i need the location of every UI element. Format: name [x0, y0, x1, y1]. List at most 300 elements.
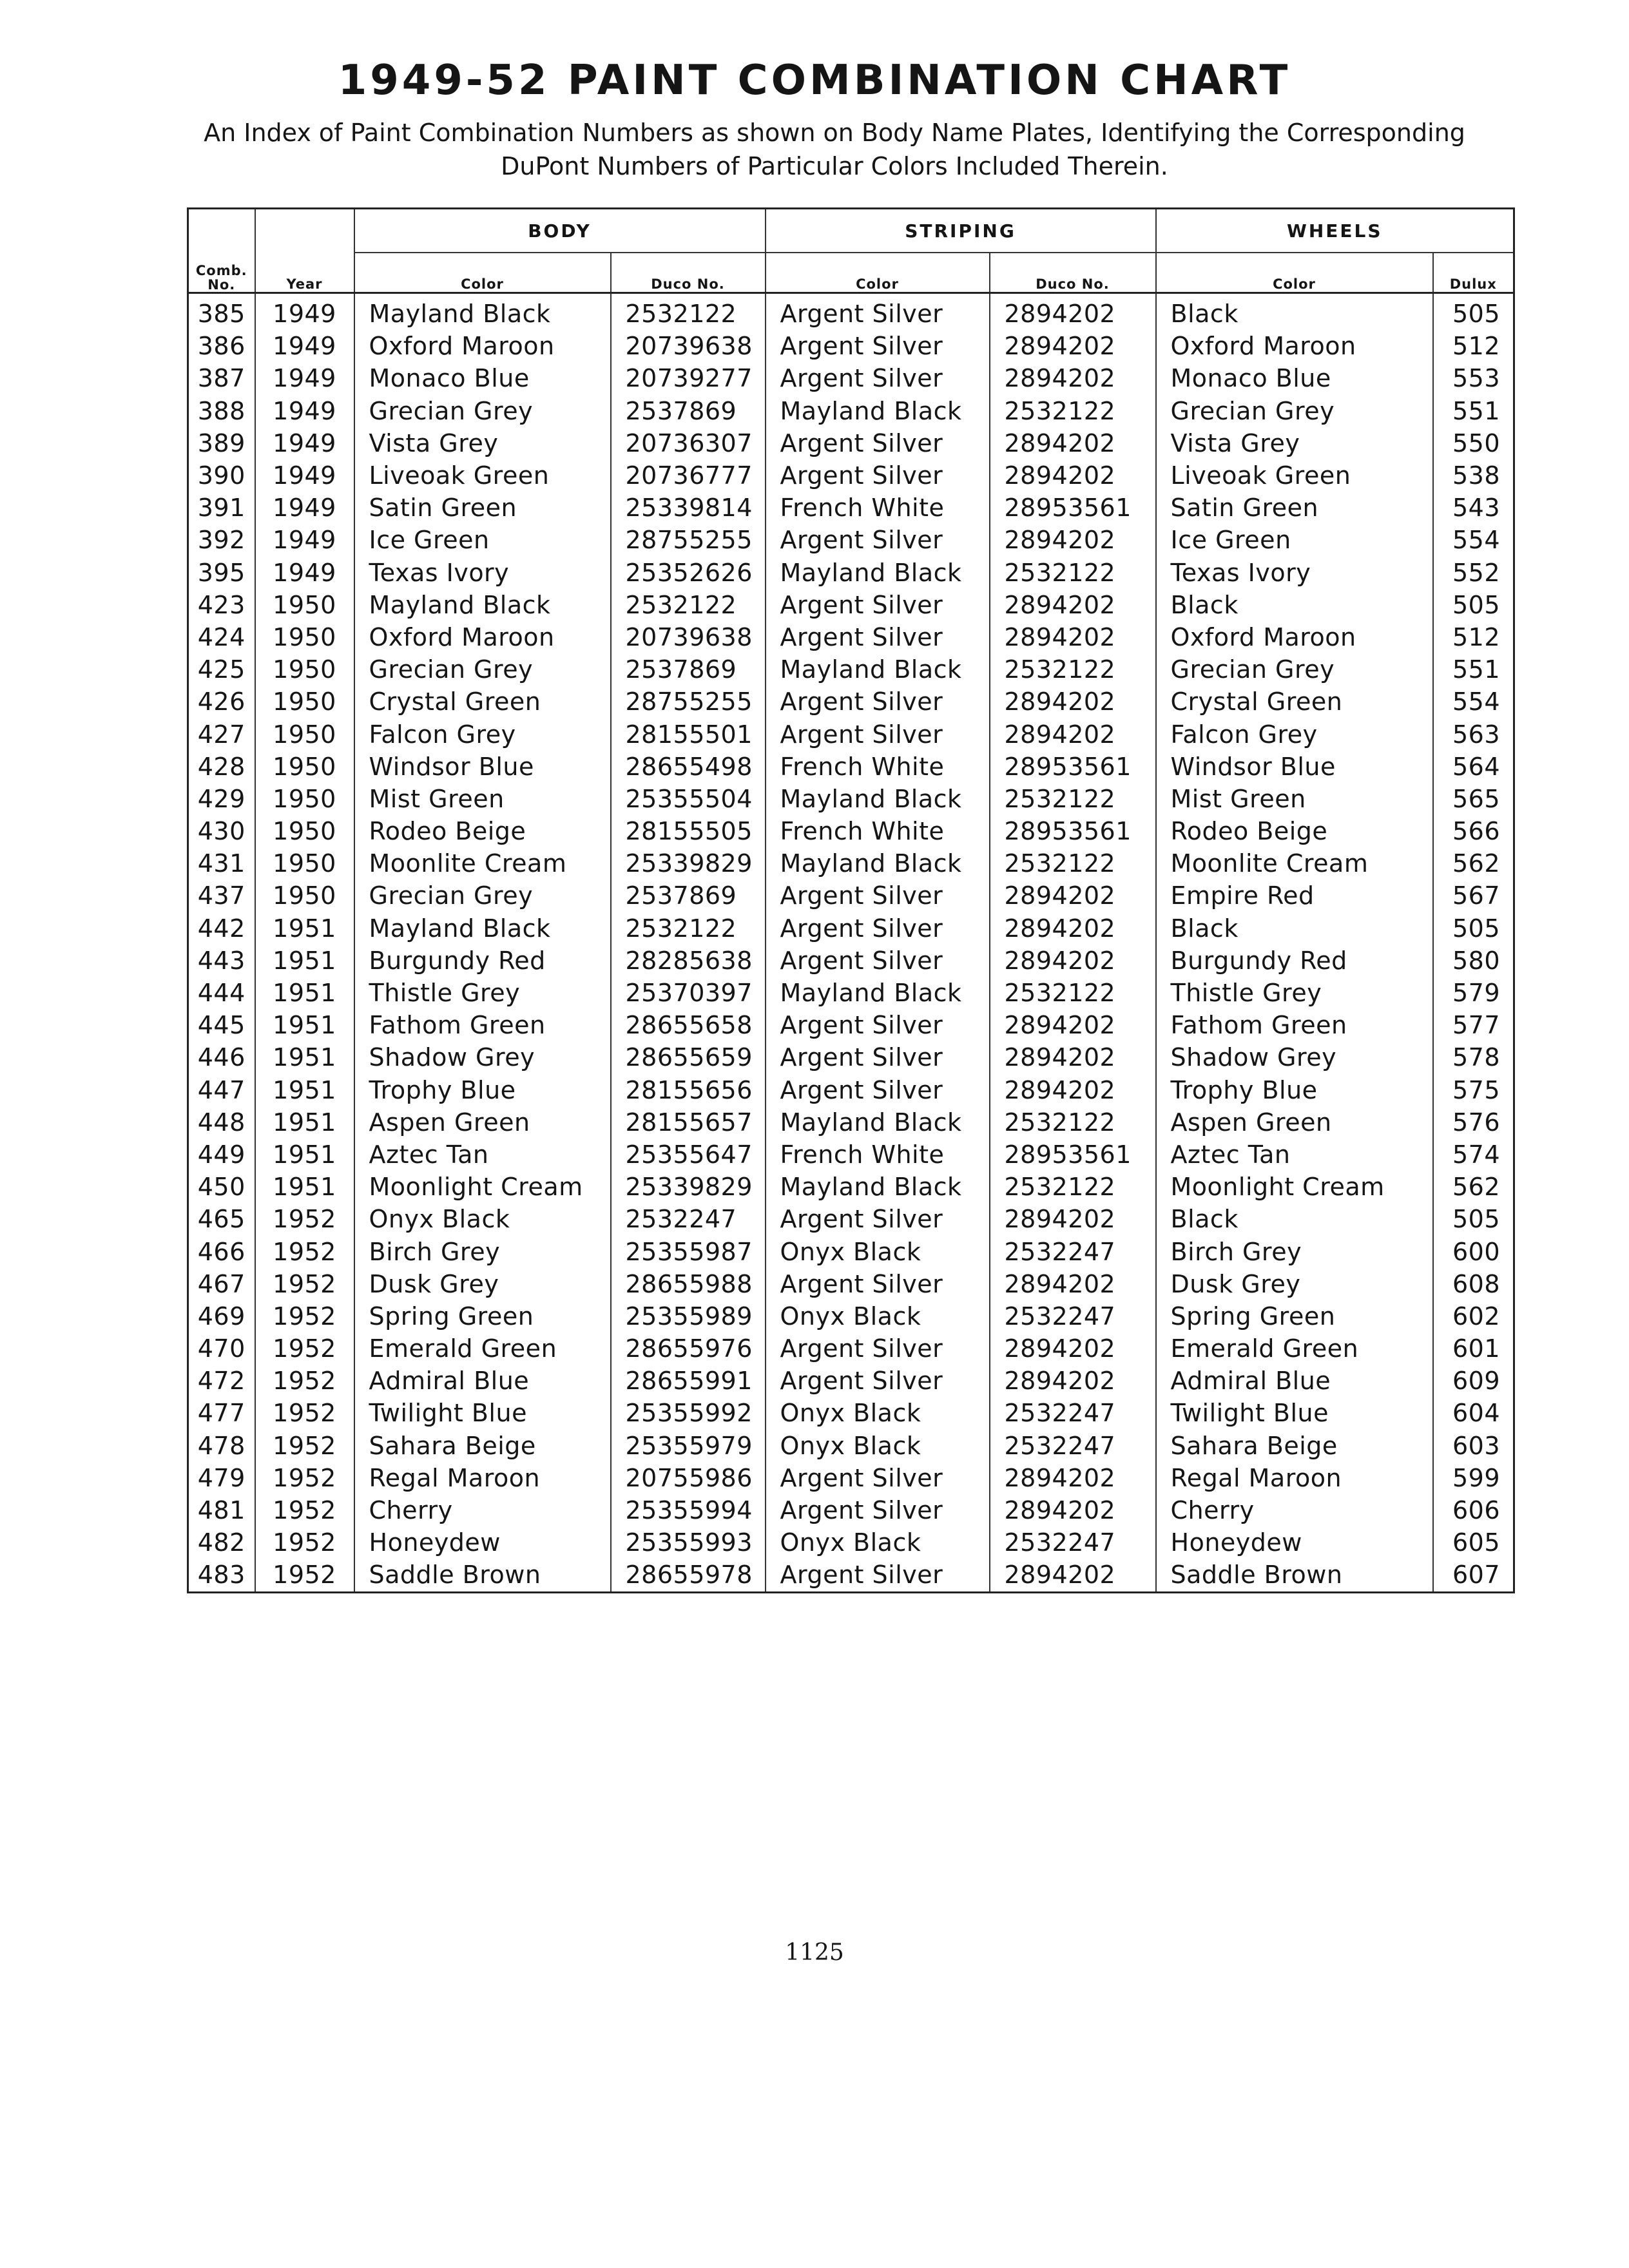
cell-stripe-duco: 2894202 — [990, 621, 1156, 653]
cell-stripe-duco: 2894202 — [990, 524, 1156, 556]
cell-stripe-duco: 2894202 — [990, 1365, 1156, 1397]
cell-wheel-color: Oxford Maroon — [1156, 330, 1433, 362]
cell-body-duco: 25352626 — [611, 557, 766, 589]
table-row — [188, 815, 1514, 847]
cell-body-color: Falcon Grey — [354, 718, 611, 750]
cell-comb-no: 465 — [188, 1203, 255, 1235]
cell-body-duco: 28655988 — [611, 1268, 766, 1300]
cell-year: 1951 — [255, 977, 354, 1009]
cell-wheel-dulux: 512 — [1433, 621, 1514, 653]
cell-wheel-dulux: 606 — [1433, 1494, 1514, 1526]
cell-body-duco: 25339829 — [611, 847, 766, 879]
cell-stripe-duco: 2894202 — [990, 879, 1156, 912]
cell-wheel-dulux: 565 — [1433, 783, 1514, 815]
cell-stripe-duco: 2532247 — [990, 1526, 1156, 1559]
cell-wheel-color: Cherry — [1156, 1494, 1433, 1526]
cell-stripe-color: French White — [766, 751, 990, 783]
cell-year: 1952 — [255, 1203, 354, 1235]
cell-body-color: Aspen Green — [354, 1106, 611, 1139]
cell-comb-no: 437 — [188, 879, 255, 912]
cell-stripe-color: Onyx Black — [766, 1430, 990, 1462]
cell-wheel-dulux: 554 — [1433, 686, 1514, 718]
cell-wheel-color: Moonlite Cream — [1156, 847, 1433, 879]
table-row — [188, 1203, 1514, 1235]
cell-stripe-color: Mayland Black — [766, 1171, 990, 1203]
cell-stripe-duco: 2894202 — [990, 1494, 1156, 1526]
cell-body-duco: 28155505 — [611, 815, 766, 847]
cell-body-color: Monaco Blue — [354, 362, 611, 394]
cell-stripe-duco: 2894202 — [990, 293, 1156, 331]
cell-comb-no: 388 — [188, 395, 255, 427]
cell-stripe-color: Mayland Black — [766, 783, 990, 815]
cell-wheel-dulux: 538 — [1433, 459, 1514, 492]
cell-comb-no: 387 — [188, 362, 255, 394]
cell-body-duco: 25355504 — [611, 783, 766, 815]
cell-body-color: Shadow Grey — [354, 1041, 611, 1073]
cell-body-color: Oxford Maroon — [354, 330, 611, 362]
cell-stripe-duco: 28953561 — [990, 751, 1156, 783]
cell-wheel-color: Fathom Green — [1156, 1009, 1433, 1041]
cell-year: 1951 — [255, 1106, 354, 1139]
cell-comb-no: 448 — [188, 1106, 255, 1139]
cell-body-color: Cherry — [354, 1494, 611, 1526]
column-header-row — [188, 253, 1514, 293]
cell-wheel-dulux: 605 — [1433, 1526, 1514, 1559]
table-row — [188, 686, 1514, 718]
cell-wheel-dulux: 567 — [1433, 879, 1514, 912]
cell-wheel-color: Texas Ivory — [1156, 557, 1433, 589]
cell-stripe-duco: 2894202 — [990, 330, 1156, 362]
column-header-stripe-color: Color — [766, 253, 990, 293]
cell-body-color: Mayland Black — [354, 589, 611, 621]
cell-year: 1952 — [255, 1526, 354, 1559]
cell-year: 1950 — [255, 815, 354, 847]
cell-body-color: Grecian Grey — [354, 653, 611, 686]
group-header-row — [188, 209, 1514, 253]
cell-comb-no: 430 — [188, 815, 255, 847]
cell-year: 1949 — [255, 524, 354, 556]
cell-year: 1951 — [255, 912, 354, 945]
table-row — [188, 395, 1514, 427]
cell-body-color: Moonlight Cream — [354, 1171, 611, 1203]
cell-stripe-duco: 2894202 — [990, 1559, 1156, 1592]
cell-wheel-dulux: 566 — [1433, 815, 1514, 847]
cell-stripe-duco: 2532122 — [990, 1171, 1156, 1203]
cell-body-duco: 28655976 — [611, 1332, 766, 1365]
cell-wheel-color: Black — [1156, 1203, 1433, 1235]
chart-subtitle — [193, 116, 1476, 183]
cell-body-color: Burgundy Red — [354, 945, 611, 977]
cell-body-duco: 20736777 — [611, 459, 766, 492]
cell-comb-no: 446 — [188, 1041, 255, 1073]
cell-body-color: Thistle Grey — [354, 977, 611, 1009]
cell-stripe-color: Argent Silver — [766, 524, 990, 556]
cell-body-duco: 28655978 — [611, 1559, 766, 1592]
cell-wheel-color: Satin Green — [1156, 492, 1433, 524]
table-row — [188, 1009, 1514, 1041]
cell-wheel-color: Ice Green — [1156, 524, 1433, 556]
column-header-comb-line2: No. — [207, 277, 236, 293]
cell-stripe-color: Argent Silver — [766, 362, 990, 394]
cell-stripe-duco: 28953561 — [990, 492, 1156, 524]
cell-wheel-dulux: 574 — [1433, 1139, 1514, 1171]
table-row — [188, 492, 1514, 524]
cell-stripe-color: Mayland Black — [766, 847, 990, 879]
cell-stripe-color: Argent Silver — [766, 1559, 990, 1592]
cell-year: 1952 — [255, 1332, 354, 1365]
cell-wheel-dulux: 600 — [1433, 1235, 1514, 1267]
cell-comb-no: 470 — [188, 1332, 255, 1365]
cell-wheel-dulux: 505 — [1433, 293, 1514, 331]
paint-combination-table — [187, 207, 1515, 1593]
cell-year: 1949 — [255, 459, 354, 492]
cell-wheel-dulux: 580 — [1433, 945, 1514, 977]
cell-stripe-duco: 2894202 — [990, 1462, 1156, 1494]
cell-body-duco: 2532247 — [611, 1203, 766, 1235]
column-header-wheel-color: Color — [1156, 253, 1433, 293]
table-row — [188, 1332, 1514, 1365]
cell-stripe-duco: 2894202 — [990, 945, 1156, 977]
cell-wheel-color: Crystal Green — [1156, 686, 1433, 718]
cell-stripe-color: Argent Silver — [766, 459, 990, 492]
cell-comb-no: 482 — [188, 1526, 255, 1559]
cell-comb-no: 392 — [188, 524, 255, 556]
table-row — [188, 751, 1514, 783]
cell-wheel-color: Windsor Blue — [1156, 751, 1433, 783]
table-row — [188, 1268, 1514, 1300]
cell-year: 1952 — [255, 1365, 354, 1397]
cell-comb-no: 481 — [188, 1494, 255, 1526]
cell-body-color: Mayland Black — [354, 293, 611, 331]
cell-body-duco: 28655991 — [611, 1365, 766, 1397]
cell-body-duco: 28655498 — [611, 751, 766, 783]
table-row — [188, 847, 1514, 879]
cell-stripe-duco: 2894202 — [990, 362, 1156, 394]
cell-stripe-color: Argent Silver — [766, 686, 990, 718]
cell-wheel-dulux: 564 — [1433, 751, 1514, 783]
cell-body-duco: 20755986 — [611, 1462, 766, 1494]
cell-wheel-dulux: 603 — [1433, 1430, 1514, 1462]
column-header-year: Year — [255, 253, 354, 293]
cell-comb-no: 426 — [188, 686, 255, 718]
cell-stripe-duco: 2894202 — [990, 1268, 1156, 1300]
cell-wheel-dulux: 602 — [1433, 1300, 1514, 1332]
cell-wheel-dulux: 505 — [1433, 912, 1514, 945]
column-header-comb-line1: Comb. — [195, 263, 247, 278]
table-row — [188, 1430, 1514, 1462]
cell-year: 1950 — [255, 783, 354, 815]
cell-stripe-color: Argent Silver — [766, 879, 990, 912]
cell-stripe-duco: 2532247 — [990, 1300, 1156, 1332]
cell-stripe-color: Argent Silver — [766, 1203, 990, 1235]
cell-body-duco: 2537869 — [611, 395, 766, 427]
subtitle-line-1: An Index of Paint Combination Numbers as shown on Body Name Plates, Identifying the Corresponding — [204, 119, 1465, 147]
cell-body-duco: 20739638 — [611, 621, 766, 653]
cell-stripe-duco: 2894202 — [990, 718, 1156, 750]
table-row — [188, 1171, 1514, 1203]
cell-stripe-color: Argent Silver — [766, 1462, 990, 1494]
cell-wheel-color: Vista Grey — [1156, 427, 1433, 459]
cell-body-duco: 20739638 — [611, 330, 766, 362]
cell-body-color: Admiral Blue — [354, 1365, 611, 1397]
cell-body-color: Regal Maroon — [354, 1462, 611, 1494]
cell-stripe-duco: 2532247 — [990, 1235, 1156, 1267]
cell-wheel-dulux: 505 — [1433, 1203, 1514, 1235]
cell-year: 1952 — [255, 1397, 354, 1429]
cell-body-duco: 25339829 — [611, 1171, 766, 1203]
cell-wheel-color: Oxford Maroon — [1156, 621, 1433, 653]
cell-year: 1950 — [255, 589, 354, 621]
cell-body-duco: 2532122 — [611, 912, 766, 945]
cell-body-color: Liveoak Green — [354, 459, 611, 492]
cell-comb-no: 450 — [188, 1171, 255, 1203]
table-row — [188, 1397, 1514, 1429]
cell-wheel-color: Dusk Grey — [1156, 1268, 1433, 1300]
cell-body-color: Sahara Beige — [354, 1430, 611, 1462]
table-row — [188, 1139, 1514, 1171]
table-row — [188, 879, 1514, 912]
table-row — [188, 621, 1514, 653]
cell-body-color: Windsor Blue — [354, 751, 611, 783]
cell-wheel-dulux: 550 — [1433, 427, 1514, 459]
cell-wheel-dulux: 563 — [1433, 718, 1514, 750]
cell-wheel-color: Thistle Grey — [1156, 977, 1433, 1009]
cell-stripe-color: French White — [766, 1139, 990, 1171]
cell-body-color: Dusk Grey — [354, 1268, 611, 1300]
cell-stripe-color: Argent Silver — [766, 1009, 990, 1041]
cell-stripe-color: Onyx Black — [766, 1300, 990, 1332]
cell-wheel-dulux: 576 — [1433, 1106, 1514, 1139]
cell-stripe-color: Argent Silver — [766, 1041, 990, 1073]
table-row — [188, 1106, 1514, 1139]
cell-wheel-dulux: 553 — [1433, 362, 1514, 394]
cell-stripe-duco: 2532122 — [990, 847, 1156, 879]
cell-comb-no: 425 — [188, 653, 255, 686]
cell-stripe-color: Argent Silver — [766, 912, 990, 945]
table-row — [188, 459, 1514, 492]
table-row — [188, 1235, 1514, 1267]
cell-body-color: Grecian Grey — [354, 879, 611, 912]
group-header-blank-comb — [188, 209, 255, 253]
cell-stripe-color: Argent Silver — [766, 1074, 990, 1106]
cell-year: 1952 — [255, 1300, 354, 1332]
cell-comb-no: 431 — [188, 847, 255, 879]
cell-wheel-color: Emerald Green — [1156, 1332, 1433, 1365]
cell-wheel-dulux: 575 — [1433, 1074, 1514, 1106]
cell-stripe-color: Mayland Black — [766, 1106, 990, 1139]
cell-comb-no: 386 — [188, 330, 255, 362]
cell-stripe-color: Mayland Black — [766, 653, 990, 686]
cell-body-color: Twilight Blue — [354, 1397, 611, 1429]
table-row — [188, 1526, 1514, 1559]
table-row — [188, 1559, 1514, 1592]
cell-stripe-color: Argent Silver — [766, 1365, 990, 1397]
cell-body-duco: 25355992 — [611, 1397, 766, 1429]
cell-wheel-dulux: 551 — [1433, 395, 1514, 427]
cell-body-color: Mist Green — [354, 783, 611, 815]
cell-wheel-color: Spring Green — [1156, 1300, 1433, 1332]
cell-wheel-color: Birch Grey — [1156, 1235, 1433, 1267]
cell-comb-no: 385 — [188, 293, 255, 331]
cell-wheel-dulux: 543 — [1433, 492, 1514, 524]
cell-wheel-color: Black — [1156, 293, 1433, 331]
cell-wheel-color: Honeydew — [1156, 1526, 1433, 1559]
cell-wheel-dulux: 505 — [1433, 589, 1514, 621]
cell-body-color: Fathom Green — [354, 1009, 611, 1041]
cell-wheel-color: Aspen Green — [1156, 1106, 1433, 1139]
cell-stripe-color: Argent Silver — [766, 621, 990, 653]
cell-year: 1951 — [255, 1009, 354, 1041]
cell-comb-no: 477 — [188, 1397, 255, 1429]
cell-stripe-duco: 2894202 — [990, 686, 1156, 718]
cell-body-color: Mayland Black — [354, 912, 611, 945]
cell-year: 1950 — [255, 751, 354, 783]
table-row — [188, 330, 1514, 362]
cell-body-color: Emerald Green — [354, 1332, 611, 1365]
cell-body-duco: 2537869 — [611, 653, 766, 686]
cell-body-color: Texas Ivory — [354, 557, 611, 589]
cell-year: 1949 — [255, 492, 354, 524]
cell-year: 1951 — [255, 1139, 354, 1171]
cell-wheel-dulux: 609 — [1433, 1365, 1514, 1397]
table-row — [188, 1041, 1514, 1073]
cell-stripe-color: Argent Silver — [766, 589, 990, 621]
cell-stripe-duco: 2894202 — [990, 912, 1156, 945]
table-row — [188, 293, 1514, 331]
cell-body-color: Vista Grey — [354, 427, 611, 459]
table-body — [188, 293, 1514, 1593]
cell-body-color: Honeydew — [354, 1526, 611, 1559]
cell-wheel-color: Aztec Tan — [1156, 1139, 1433, 1171]
cell-stripe-duco: 2894202 — [990, 1203, 1156, 1235]
cell-wheel-color: Empire Red — [1156, 879, 1433, 912]
cell-stripe-color: Argent Silver — [766, 945, 990, 977]
cell-body-color: Birch Grey — [354, 1235, 611, 1267]
cell-comb-no: 472 — [188, 1365, 255, 1397]
cell-wheel-color: Twilight Blue — [1156, 1397, 1433, 1429]
cell-body-duco: 25355993 — [611, 1526, 766, 1559]
cell-wheel-dulux: 562 — [1433, 847, 1514, 879]
table-row — [188, 589, 1514, 621]
cell-body-duco: 20739277 — [611, 362, 766, 394]
column-header-body-color: Color — [354, 253, 611, 293]
cell-body-duco: 28285638 — [611, 945, 766, 977]
cell-stripe-duco: 2532122 — [990, 1106, 1156, 1139]
cell-wheel-color: Burgundy Red — [1156, 945, 1433, 977]
table-row — [188, 427, 1514, 459]
cell-comb-no: 390 — [188, 459, 255, 492]
cell-stripe-duco: 2532122 — [990, 977, 1156, 1009]
table-row — [188, 1494, 1514, 1526]
cell-stripe-color: Mayland Black — [766, 395, 990, 427]
table-row — [188, 912, 1514, 945]
cell-wheel-color: Saddle Brown — [1156, 1559, 1433, 1592]
cell-stripe-duco: 2532122 — [990, 557, 1156, 589]
cell-body-color: Spring Green — [354, 1300, 611, 1332]
cell-year: 1949 — [255, 557, 354, 589]
cell-year: 1951 — [255, 945, 354, 977]
cell-year: 1949 — [255, 330, 354, 362]
cell-stripe-color: Argent Silver — [766, 1268, 990, 1300]
cell-stripe-color: Argent Silver — [766, 293, 990, 331]
cell-body-color: Aztec Tan — [354, 1139, 611, 1171]
cell-wheel-color: Black — [1156, 589, 1433, 621]
cell-body-duco: 25355647 — [611, 1139, 766, 1171]
cell-body-color: Rodeo Beige — [354, 815, 611, 847]
cell-wheel-color: Grecian Grey — [1156, 653, 1433, 686]
cell-comb-no: 429 — [188, 783, 255, 815]
cell-wheel-dulux: 552 — [1433, 557, 1514, 589]
cell-year: 1949 — [255, 362, 354, 394]
cell-stripe-duco: 2894202 — [990, 1009, 1156, 1041]
cell-year: 1949 — [255, 427, 354, 459]
cell-year: 1952 — [255, 1462, 354, 1494]
cell-comb-no: 427 — [188, 718, 255, 750]
cell-stripe-color: Mayland Black — [766, 557, 990, 589]
cell-body-duco: 25355987 — [611, 1235, 766, 1267]
cell-body-color: Moonlite Cream — [354, 847, 611, 879]
cell-body-duco: 25355979 — [611, 1430, 766, 1462]
column-header-stripe-duco: Duco No. — [990, 253, 1156, 293]
cell-wheel-color: Rodeo Beige — [1156, 815, 1433, 847]
cell-wheel-dulux: 578 — [1433, 1041, 1514, 1073]
cell-year: 1951 — [255, 1171, 354, 1203]
cell-body-duco: 28755255 — [611, 524, 766, 556]
cell-year: 1952 — [255, 1430, 354, 1462]
cell-year: 1952 — [255, 1559, 354, 1592]
cell-wheel-dulux: 577 — [1433, 1009, 1514, 1041]
cell-wheel-color: Sahara Beige — [1156, 1430, 1433, 1462]
cell-year: 1952 — [255, 1235, 354, 1267]
cell-body-color: Ice Green — [354, 524, 611, 556]
cell-wheel-color: Liveoak Green — [1156, 459, 1433, 492]
cell-wheel-dulux: 551 — [1433, 653, 1514, 686]
cell-body-color: Grecian Grey — [354, 395, 611, 427]
cell-wheel-dulux: 512 — [1433, 330, 1514, 362]
table-row — [188, 1365, 1514, 1397]
cell-wheel-dulux: 579 — [1433, 977, 1514, 1009]
cell-comb-no: 443 — [188, 945, 255, 977]
cell-body-duco: 20736307 — [611, 427, 766, 459]
cell-wheel-color: Shadow Grey — [1156, 1041, 1433, 1073]
subtitle-line-2: DuPont Numbers of Particular Colors Included Therein. — [501, 152, 1168, 180]
cell-stripe-color: French White — [766, 815, 990, 847]
cell-year: 1951 — [255, 1074, 354, 1106]
cell-stripe-duco: 2532247 — [990, 1430, 1156, 1462]
column-header-comb-no — [188, 253, 255, 293]
cell-stripe-duco: 2894202 — [990, 459, 1156, 492]
cell-body-color: Oxford Maroon — [354, 621, 611, 653]
cell-comb-no: 479 — [188, 1462, 255, 1494]
cell-stripe-duco: 2894202 — [990, 589, 1156, 621]
cell-body-duco: 28655659 — [611, 1041, 766, 1073]
table-row — [188, 977, 1514, 1009]
cell-year: 1950 — [255, 847, 354, 879]
cell-stripe-duco: 2532122 — [990, 653, 1156, 686]
group-header-striping: STRIPING — [766, 209, 1156, 253]
cell-body-duco: 2532122 — [611, 293, 766, 331]
table-row — [188, 653, 1514, 686]
cell-year: 1952 — [255, 1268, 354, 1300]
cell-comb-no: 424 — [188, 621, 255, 653]
cell-stripe-duco: 2532247 — [990, 1397, 1156, 1429]
cell-year: 1950 — [255, 686, 354, 718]
cell-stripe-color: Argent Silver — [766, 427, 990, 459]
cell-stripe-color: Onyx Black — [766, 1526, 990, 1559]
cell-body-duco: 25339814 — [611, 492, 766, 524]
cell-stripe-duco: 2894202 — [990, 427, 1156, 459]
cell-comb-no: 389 — [188, 427, 255, 459]
